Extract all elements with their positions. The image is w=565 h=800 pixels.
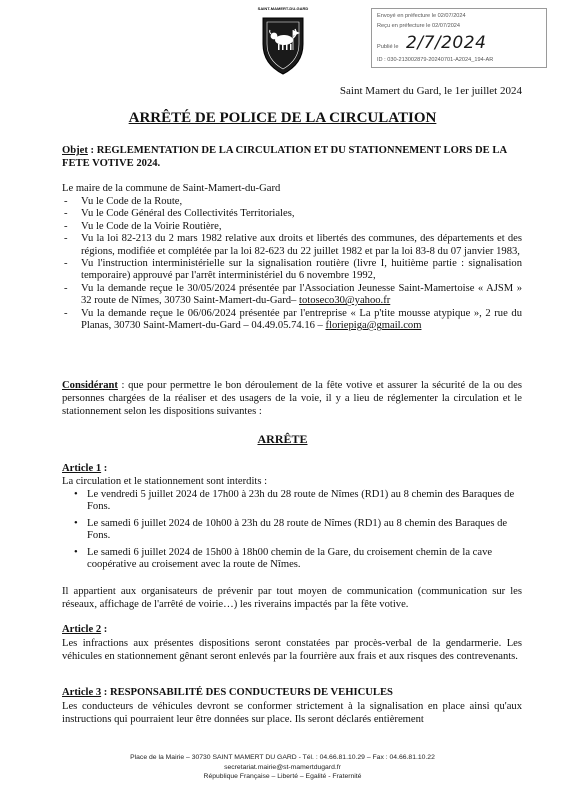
visas-list	[62, 196, 522, 332]
stamp-publie-label: Publié le	[377, 44, 399, 50]
visa-item	[62, 308, 522, 333]
list-item: • Le vendredi 5 juillet 2024 de 17h00 à 23h du 28 route de Nîmes (RD1) au 8 chemin des Baraques de Fons.	[62, 489, 522, 514]
stamp-recu: Reçu en préfecture le 02/07/2024	[377, 23, 461, 29]
stamp-id: ID : 030-213002879-20240701-A2024_194-AR	[377, 57, 494, 63]
objet-label: Objet	[62, 145, 88, 156]
commune-logo	[257, 6, 309, 78]
article-1-list	[62, 489, 522, 575]
considerant-text: : que pour permettre le bon déroulement de la fête votive et assurer la sécurité de la ou des personnes chargées de la réaliser et des usagers de la voie, il y a lieu de réglementer la circulation et le stationnement selon les dispositions suivantes :	[62, 380, 522, 417]
objet-text: : REGLEMENTATION DE LA CIRCULATION ET DU STATIONNEMENT LORS DE LA FETE VOTIVE 2024.	[62, 145, 507, 169]
article-1-title	[62, 463, 107, 474]
stamp-envoye: Envoyé en préfecture le 02/07/2024	[377, 13, 466, 19]
footer-address: Place de la Mairie – 30730 SAINT MAMERT DU GARD - Tél. : 04.66.81.10.29 – Fax : 04.66.81.10.22	[130, 754, 435, 761]
visa-item-text: Vu la demande reçue le 06/06/2024 présentée par l'entreprise « La p'tite mousse atypique », 2 rue du Planas, 30730 Saint-Mamert-du-Gard – 04.49.05.74.16 –	[81, 307, 522, 332]
article-3-label: Article 3	[62, 687, 102, 698]
article-2-colon: :	[101, 624, 108, 635]
visa-item: - Vu l'instruction interministérielle sur la signalisation routière (livre I, huitième partie : signalisation temporaire) approuvé par l'arrêt interministériel du 6 novembre 1992,	[62, 258, 522, 283]
article-1-note: Il appartient aux organisateurs de prévenir par tout moyen de communication (communication sur les réseaux, affichage de l'arrêté de voirie…) les riverains impactés par la fête votive.	[62, 586, 522, 610]
place-and-date: Saint Mamert du Gard, le 1er juillet 2024	[339, 85, 522, 97]
page-footer	[0, 753, 565, 782]
article-2-label: Article 2	[62, 624, 102, 635]
ajsm-email-link[interactable]: totoseco30@yahoo.fr	[299, 295, 391, 307]
coat-of-arms-icon	[257, 6, 309, 78]
considerant-paragraph	[62, 379, 522, 418]
article-2-text: Les infractions aux présentes dispositions seront constatées par procès-verbal de la gendarmerie. Les véhicules en stationnement gênant seront enlevés par la fourrière aux frais et aux risques des contrevenants.	[62, 638, 522, 662]
visa-item: - Vu le Code Général des Collectivités Territoriales,	[62, 208, 522, 220]
visa-item-text: Vu la demande reçue le 30/05/2024 présentée par l'Association Jeunesse Saint-Mamertoise « AJSM » 32 route de Nîmes, 30730 Saint-Mamert-du-Gard–	[81, 282, 522, 307]
visa-item: - Vu le Code de la Voirie Routière,	[62, 221, 522, 233]
list-item: • Le samedi 6 juillet 2024 de 10h00 à 23h du 28 route de Nîmes (RD1) au 8 chemin des Baraques de Fons.	[62, 518, 522, 543]
logo-commune-name: SAINT-MAMERT-DU-GARD	[257, 6, 309, 11]
article-2-title	[62, 624, 107, 635]
article-1-label: Article 1	[62, 463, 102, 474]
article-3-text: Les conducteurs de véhicules devront se conformer strictement à la signalisation en place ainsi qu'aux instructions qui pourraient leur être données sur place. Ils seront déclarés entièrement	[62, 701, 522, 725]
stamp-handwritten-date: 2/7/2024	[406, 33, 487, 53]
article-1-intro: La circulation et le stationnement sont interdits :	[62, 476, 268, 487]
article-1-colon: :	[101, 463, 108, 474]
visa-item: - Vu la loi 82-213 du 2 mars 1982 relative aux droits et libertés des communes, des départements et des régions, modifiée et complétée par la loi 82-623 du 22 juillet 1982 et par la loi 83-8 du 07 janvier 1983,	[62, 233, 522, 258]
considerant-label: Considérant	[62, 380, 118, 391]
footer-motto: République Française – Liberté – Egalité - Fraternité	[203, 773, 362, 780]
document-title: ARRÊTÉ DE POLICE DE LA CIRCULATION	[128, 110, 437, 126]
arrete-heading: ARRÊTE	[257, 432, 308, 446]
mayor-intro: Le maire de la commune de Saint-Mamert-du-Gard	[62, 183, 281, 194]
stamp-publie	[377, 31, 541, 55]
prefecture-stamp	[371, 8, 547, 68]
article-3-heading: : RESPONSABILITÉ DES CONDUCTEURS DE VEHICULES	[101, 687, 393, 698]
visa-item	[62, 283, 522, 308]
mousse-email-link[interactable]: floriepiga@gmail.com	[325, 320, 422, 332]
article-3-title	[62, 687, 393, 698]
objet-paragraph	[62, 144, 522, 170]
list-item: • Le samedi 6 juillet 2024 de 15h00 à 18h00 chemin de la Gare, du croisement chemin de la cave coopérative au croisement avec la route de Nîmes.	[62, 547, 522, 572]
footer-email[interactable]: secretariat.mairie@st-mamertdugard.fr	[224, 763, 341, 771]
visa-item: - Vu le Code de la Route,	[62, 196, 522, 208]
